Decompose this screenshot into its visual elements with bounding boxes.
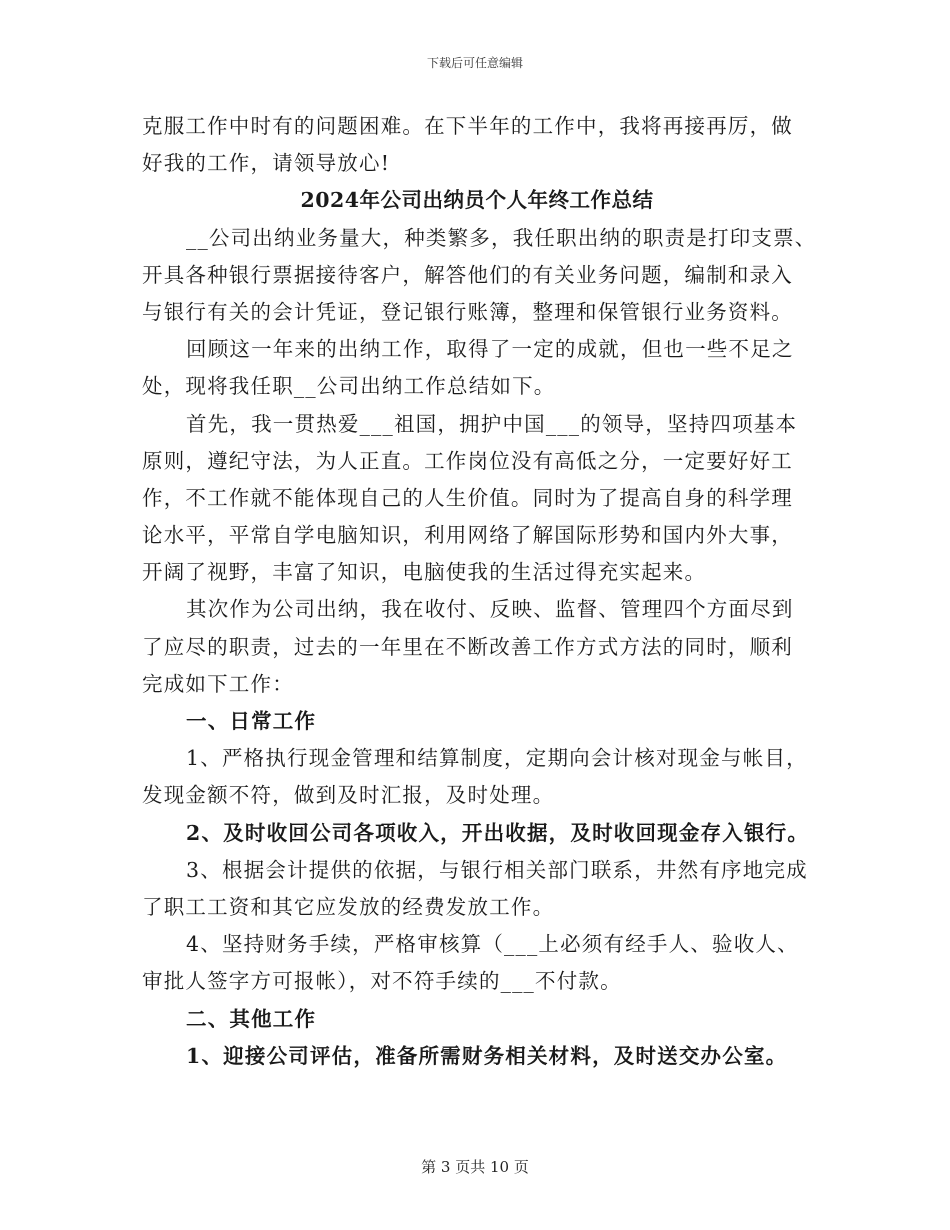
body-line: 其次作为公司出纳，我在收付、反映、监督、管理四个方面尽到 bbox=[186, 597, 794, 622]
body-line: __公司出纳业务量大，种类繁多，我任职出纳的职责是打印支票、 bbox=[186, 225, 817, 250]
body-line: 审批人签字方可报帐），对不符手续的___不付款。 bbox=[142, 969, 622, 994]
section-heading: 二、其他工作 bbox=[186, 1006, 317, 1031]
section-heading: 一、日常工作 bbox=[186, 709, 317, 733]
body-line: 回顾这一年来的出纳工作，取得了一定的成就，但也一些不足之 bbox=[186, 337, 794, 362]
body-line: 发现金额不符，做到及时汇报，及时处理。 bbox=[142, 783, 555, 808]
body-line: 完成如下工作： bbox=[142, 671, 294, 696]
body-line: 首先，我一贯热爱___祖国，拥护中国___的领导，坚持四项基本 bbox=[186, 411, 798, 436]
body-line: 1、严格执行现金管理和结算制度，定期向会计核对现金与帐目， bbox=[186, 746, 808, 771]
body-line-bold: 2、及时收回公司各项收入，开出收据，及时收回现金存入银行。 bbox=[186, 820, 810, 845]
body-line-bold: 1、迎接公司评估，准备所需财务相关材料，及时送交办公室。 bbox=[186, 1043, 788, 1068]
body-line: 开阔了视野，丰富了知识，电脑使我的生活过得充实起来。 bbox=[142, 560, 707, 585]
body-line: 3、根据会计提供的依据，与银行相关部门联系，井然有序地完成 bbox=[186, 857, 808, 882]
body-line: 4、坚持财务手续，严格审核算（___上必须有经手人、验收人、 bbox=[186, 932, 799, 957]
page-number-footer: 第 3 页共 10 页 bbox=[421, 1158, 529, 1176]
body-line: 论水平，平常自学电脑知识，利用网络了解国际形势和国内外大事， bbox=[142, 523, 793, 548]
document-title: 2024年公司出纳员个人年终工作总结 bbox=[300, 188, 654, 213]
body-line: 了职工工资和其它应发放的经费发放工作。 bbox=[142, 894, 555, 919]
body-line: 开具各种银行票据接待客户，解答他们的有关业务问题，编制和录入 bbox=[142, 262, 793, 287]
body-line: 处，现将我任职__公司出纳工作总结如下。 bbox=[142, 374, 556, 399]
page-header-note: 下载后可任意编辑 bbox=[426, 56, 523, 70]
document-body bbox=[142, 108, 817, 1075]
body-line: 好我的工作，请领导放心! bbox=[142, 151, 391, 176]
body-line: 了应尽的职责，过去的一年里在不断改善工作方式方法的同时，顺利 bbox=[142, 634, 793, 659]
body-line: 作，不工作就不能体现自己的人生价值。同时为了提高自身的科学理 bbox=[142, 485, 793, 510]
body-line: 原则，遵纪守法，为人正直。工作岗位没有高低之分，一定要好好工 bbox=[142, 448, 793, 473]
body-line: 克服工作中时有的问题困难。在下半年的工作中，我将再接再厉，做 bbox=[142, 114, 793, 138]
body-line: 与银行有关的会计凭证，登记银行账簿，整理和保管银行业务资料。 bbox=[142, 299, 793, 324]
